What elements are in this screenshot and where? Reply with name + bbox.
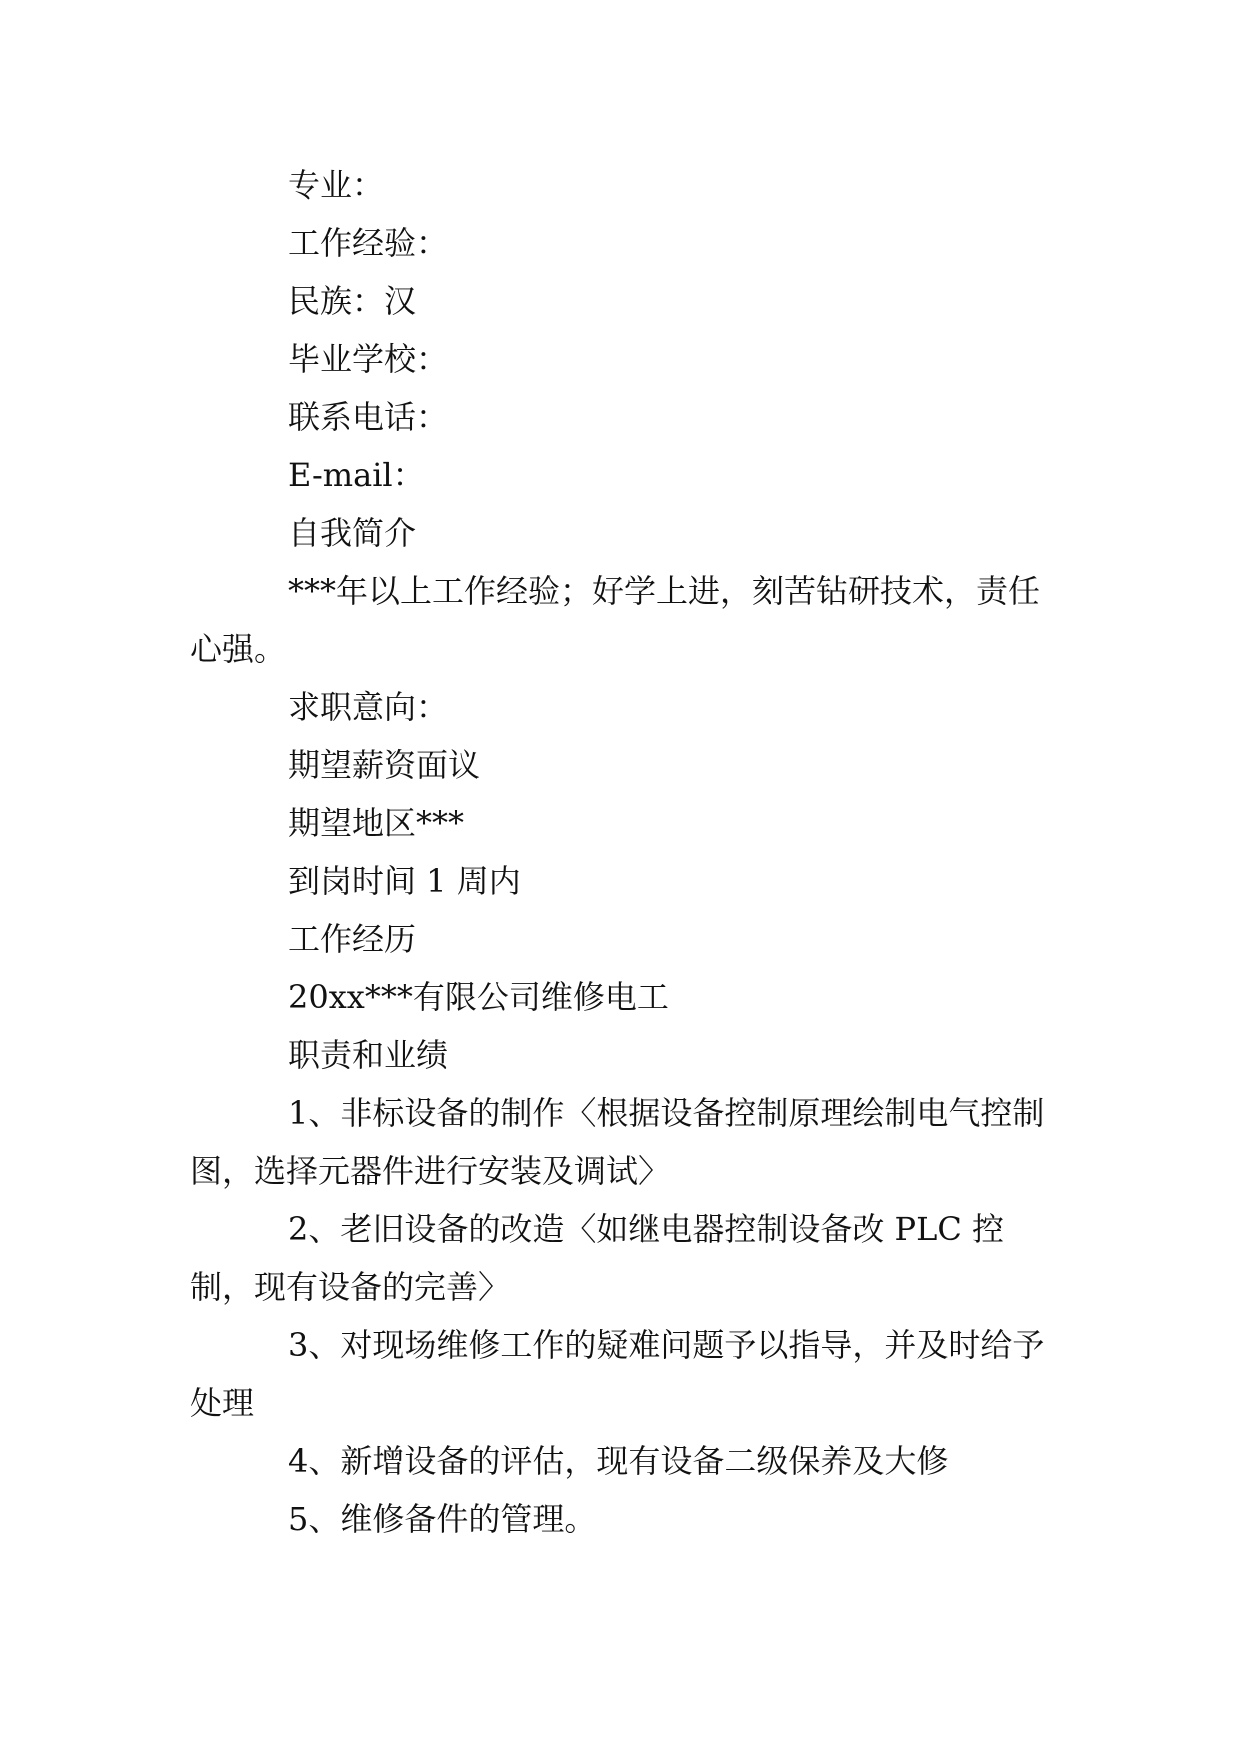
self-intro-text: ***年以上工作经验；好学上进，刻苦钻研技术，责任心强。 — [190, 572, 1041, 668]
duty-item-5: 5、维修备件的管理。 — [288, 1500, 597, 1538]
section-heading-work-history: 工作经历 — [288, 920, 417, 958]
expected-region: 期望地区*** — [288, 804, 465, 842]
duty-item-2: 2、老旧设备的改造〈如继电器控制设备改 PLC 控制，现有设备的完善〉 — [190, 1210, 1004, 1306]
work-history-entry: 20xx***有限公司维修电工 — [288, 978, 669, 1016]
field-major: 专业： — [288, 166, 385, 204]
document-body — [190, 156, 1050, 1548]
section-heading-job-intention: 求职意向： — [288, 688, 449, 726]
section-heading-duties: 职责和业绩 — [288, 1036, 449, 1074]
start-time: 到岗时间 1 周内 — [288, 862, 521, 900]
duty-item-3: 3、对现场维修工作的疑难问题予以指导，并及时给予处理 — [190, 1326, 1045, 1422]
section-heading-self-intro: 自我简介 — [288, 514, 417, 552]
field-email: E-mail： — [288, 456, 425, 494]
field-phone: 联系电话： — [288, 398, 449, 436]
duty-item-1: 1、非标设备的制作〈根据设备控制原理绘制电气控制图，选择元器件进行安装及调试〉 — [190, 1094, 1045, 1190]
field-school: 毕业学校： — [288, 340, 449, 378]
field-ethnicity: 民族：汉 — [288, 282, 417, 320]
field-work-experience: 工作经验： — [288, 224, 449, 262]
expected-salary: 期望薪资面议 — [288, 746, 481, 784]
duty-item-4: 4、新增设备的评估，现有设备二级保养及大修 — [288, 1442, 949, 1480]
